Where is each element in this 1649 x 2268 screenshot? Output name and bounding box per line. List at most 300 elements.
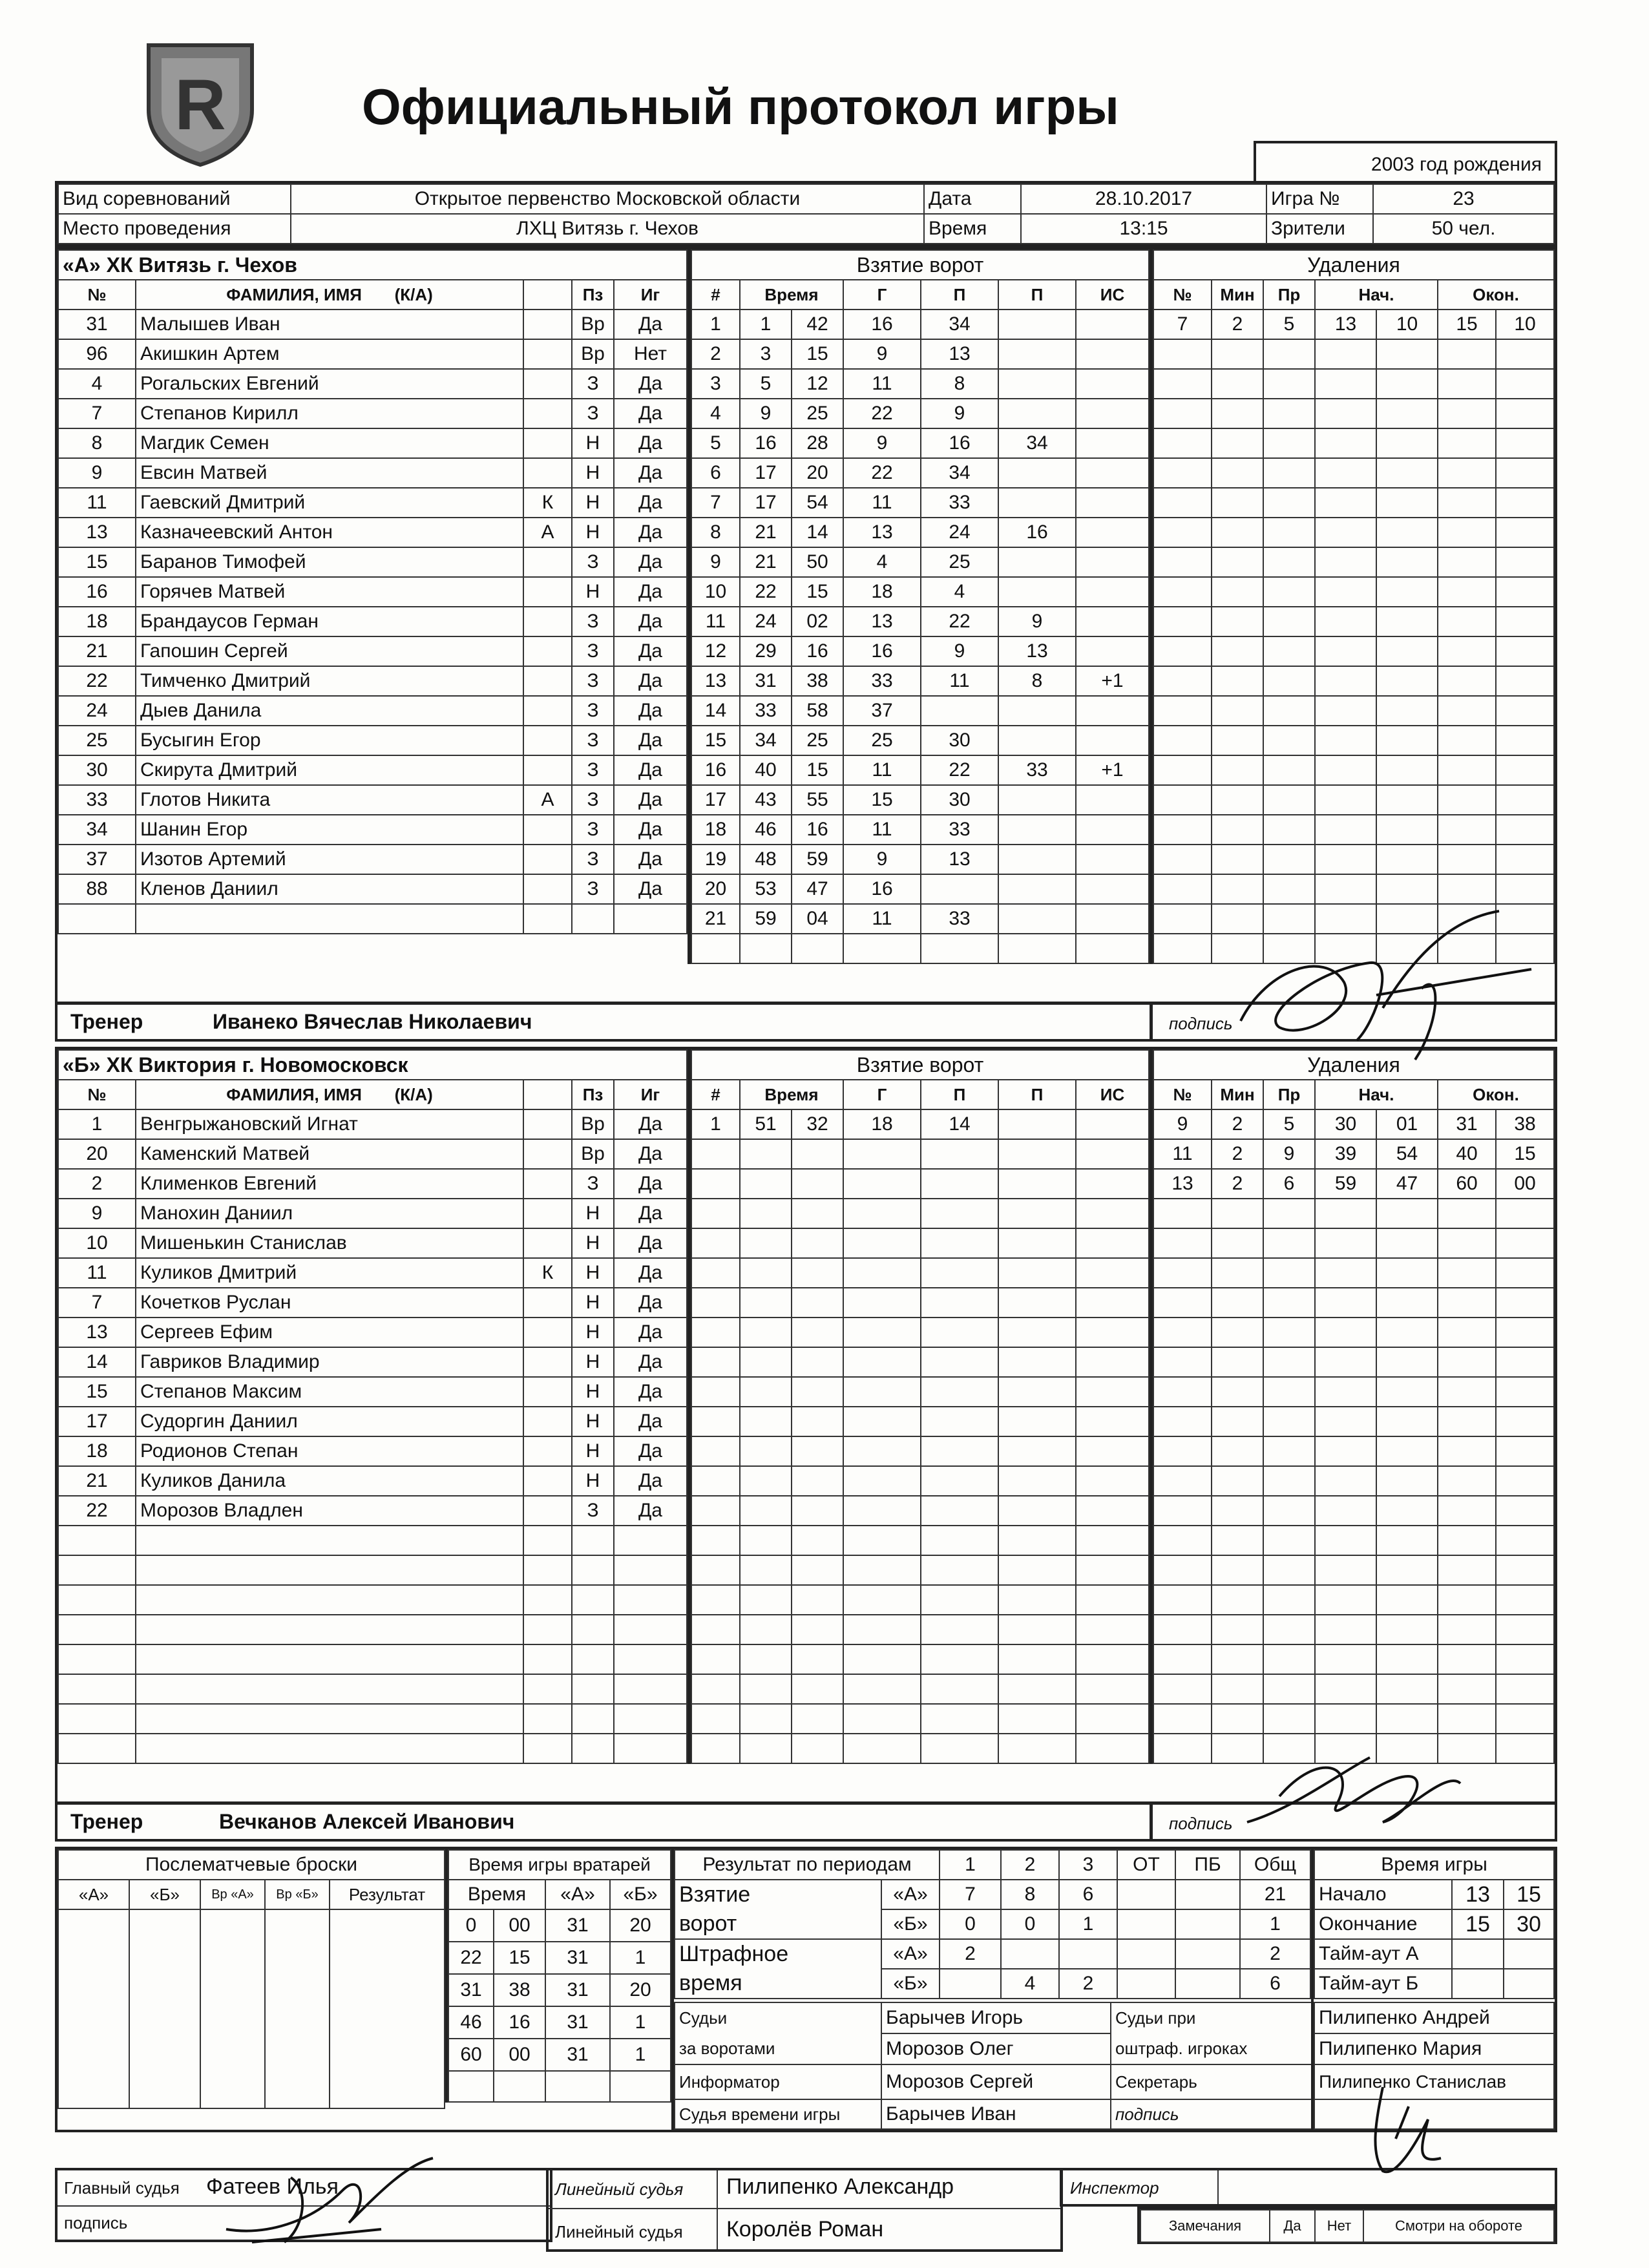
goal-assist-1: [921, 934, 998, 963]
goal-second: [792, 1199, 843, 1228]
penalty-start-sec: [1376, 577, 1438, 607]
penalty-end-min: 15: [1438, 310, 1496, 339]
goal-row: [691, 369, 1149, 399]
goal-assist-2: [998, 369, 1076, 399]
goal-assist-1: 4: [921, 577, 998, 607]
goal-second: 16: [792, 815, 843, 845]
col-goal-p1: П: [921, 1080, 998, 1109]
goal-number: [691, 1644, 740, 1674]
player-row: [58, 577, 687, 607]
goal-strength: [1076, 1644, 1149, 1674]
goal-strength: [1076, 1377, 1149, 1407]
player-role: [523, 904, 572, 934]
penalty-row: [1153, 1555, 1554, 1585]
player-role: [523, 1109, 572, 1139]
cell: [1452, 1939, 1504, 1969]
goalie-time-row: [448, 1974, 671, 2006]
goal-second: 38: [792, 666, 843, 696]
penalty-end-min: [1438, 607, 1496, 636]
player-number: 1: [58, 1109, 136, 1139]
goal-strength: [1076, 1585, 1149, 1615]
goal-scorer: 11: [843, 815, 921, 845]
player-number: 17: [58, 1407, 136, 1436]
player-position: З: [572, 636, 614, 666]
goalie-time-row: [448, 1942, 671, 1974]
cell: [1117, 1939, 1175, 1969]
goal-row: [691, 1109, 1149, 1139]
player-name: Родионов Степан: [136, 1436, 523, 1466]
player-name: Рогальских Евгений: [136, 369, 523, 399]
penalty-start-sec: [1376, 488, 1438, 518]
penalty-player: [1153, 874, 1212, 904]
penalty-end-sec: [1496, 785, 1554, 815]
penalty-end-sec: [1496, 1704, 1554, 1734]
goal-strength: [1076, 1496, 1149, 1526]
gk-minute: [448, 2071, 494, 2102]
spectators: 50 чел.: [1373, 214, 1554, 244]
goal-scorer: 9: [843, 845, 921, 874]
goal-scorer: 22: [843, 399, 921, 428]
col-goal-num: #: [691, 280, 740, 310]
goal-assist-1: 16: [921, 428, 998, 458]
goal-strength: [1076, 1704, 1149, 1734]
goal-scorer: 18: [843, 577, 921, 607]
player-row: [58, 547, 687, 577]
penalty-row: [1153, 339, 1554, 369]
end-hour: 15: [1452, 1909, 1504, 1939]
goal-assist-1: [921, 696, 998, 726]
goal-second: 02: [792, 607, 843, 636]
secretary: Пилипенко Станислав: [1314, 2064, 1554, 2099]
player-row: [58, 399, 687, 428]
player-role: [523, 428, 572, 458]
goal-scorer: [843, 1466, 921, 1496]
penalty-player: [1153, 1407, 1212, 1436]
goal-number: 21: [691, 904, 740, 934]
player-number: 96: [58, 339, 136, 369]
goal-second: 04: [792, 904, 843, 934]
goal-second: 15: [792, 577, 843, 607]
gk-minute: 46: [448, 2006, 494, 2039]
goal-assist-2: 16: [998, 518, 1076, 547]
player-played: Да: [614, 399, 687, 428]
player-name: [136, 1615, 523, 1644]
goal-number: 19: [691, 845, 740, 874]
penalty-start-sec: [1376, 1288, 1438, 1318]
goal-scorer: 13: [843, 607, 921, 636]
goal-strength: [1076, 1555, 1149, 1585]
remarks-label: Замечания: [1140, 2210, 1270, 2242]
penalty-start-sec: [1376, 399, 1438, 428]
goal-row: [691, 666, 1149, 696]
penalty-row: [1153, 399, 1554, 428]
goal-row: [691, 1228, 1149, 1258]
penalty-reason: 5: [1263, 310, 1315, 339]
player-number: 15: [58, 547, 136, 577]
player-role: [523, 874, 572, 904]
penalty-player: [1153, 1228, 1212, 1258]
goal-second: [792, 1139, 843, 1169]
goal-minute: [740, 1585, 792, 1615]
penalty-player: [1153, 934, 1212, 963]
penalty-row: [1153, 1318, 1554, 1347]
footer-remarks: [1137, 2207, 1557, 2244]
player-name: Сергеев Ефим: [136, 1318, 523, 1347]
penalty-reason: [1263, 666, 1315, 696]
goal-minute: 51: [740, 1109, 792, 1139]
gk-team-b: 1: [610, 2039, 671, 2071]
col-goal-time: Время: [740, 1080, 843, 1109]
goal-row: [691, 726, 1149, 755]
remarks-no[interactable]: Нет: [1315, 2210, 1363, 2242]
penalty-player: [1153, 369, 1212, 399]
goal-second: [792, 1347, 843, 1377]
penalty-end-min: [1438, 399, 1496, 428]
goal-scorer: [843, 1615, 921, 1644]
penalty-start-sec: [1376, 696, 1438, 726]
competition-label: Вид соревнований: [58, 184, 291, 214]
penalty-start-sec: [1376, 1347, 1438, 1377]
goal-row: [691, 547, 1149, 577]
penalty-end-sec: [1496, 607, 1554, 636]
penalty-end-sec: [1496, 1288, 1554, 1318]
player-name: Глотов Никита: [136, 785, 523, 815]
goal-strength: [1076, 310, 1149, 339]
penalty-player: [1153, 458, 1212, 488]
penalty-reason: [1263, 1347, 1315, 1377]
player-position: Н: [572, 518, 614, 547]
penalty-end-min: [1438, 1347, 1496, 1377]
col-name: ФАМИЛИЯ, ИМЯ: [226, 284, 362, 304]
player-played: Да: [614, 547, 687, 577]
player-name: Мишенькин Станислав: [136, 1228, 523, 1258]
goal-assist-1: 30: [921, 726, 998, 755]
player-row: [58, 1615, 687, 1644]
player-role: [523, 1288, 572, 1318]
signature-secretary: [1357, 2081, 1460, 2184]
penalty-player: [1153, 1644, 1212, 1674]
gk-col-time: Время: [448, 1880, 545, 1909]
penalty-reason: [1263, 726, 1315, 755]
player-number: 4: [58, 369, 136, 399]
goal-number: 1: [691, 1109, 740, 1139]
col-goal-is: ИС: [1076, 280, 1149, 310]
goal-scorer: [843, 934, 921, 963]
penalty-start-min: 13: [1315, 310, 1376, 339]
goal-row: [691, 488, 1149, 518]
player-name: Магдик Семен: [136, 428, 523, 458]
penalty-end-sec: 00: [1496, 1169, 1554, 1199]
goal-strength: [1076, 1139, 1149, 1169]
player-name: Кленов Даниил: [136, 874, 523, 904]
goal-scorer: [843, 1555, 921, 1585]
goal-row: [691, 458, 1149, 488]
penalty-player: [1153, 339, 1212, 369]
goal-assist-2: 13: [998, 636, 1076, 666]
goal-second: [792, 1615, 843, 1644]
penalty-minutes: [1212, 1466, 1263, 1496]
player-name: Манохин Даниил: [136, 1199, 523, 1228]
player-position: З: [572, 666, 614, 696]
goal-scorer: [843, 1585, 921, 1615]
penalty-reason: [1263, 1288, 1315, 1318]
penalty-end-min: 31: [1438, 1109, 1496, 1139]
goal-row: [691, 1644, 1149, 1674]
penalty-end-sec: [1496, 458, 1554, 488]
goal-strength: [1076, 607, 1149, 636]
footer-inspector: [1060, 2168, 1557, 2207]
col-pen-start: Нач.: [1315, 1080, 1438, 1109]
goal-minute: [740, 1674, 792, 1704]
penalty-start-min: [1315, 696, 1376, 726]
shootout-title: Послематчевые броски: [58, 1850, 445, 1880]
penalty-end-sec: [1496, 547, 1554, 577]
penalty-row: [1153, 1199, 1554, 1228]
cell: 7: [940, 1880, 1001, 1909]
col-pen-min: Мин: [1212, 280, 1263, 310]
goal-assist-2: [998, 1615, 1076, 1644]
col-goal-time: Время: [740, 280, 843, 310]
player-role: [523, 696, 572, 726]
player-row: [58, 1169, 687, 1199]
penalty-player: [1153, 428, 1212, 458]
player-role: [523, 458, 572, 488]
player-played: [614, 1555, 687, 1585]
player-row: [58, 1436, 687, 1466]
team-b-name: «Б» ХК Виктория г. Новомосковск: [58, 1050, 687, 1080]
goal-judges-label-1: Судьи: [675, 2002, 881, 2033]
cell: [1504, 1939, 1554, 1969]
penalty-row: [1153, 1347, 1554, 1377]
penalty-reason: [1263, 785, 1315, 815]
player-role: [523, 1674, 572, 1704]
team-a-penalties: [1150, 249, 1555, 964]
player-played: Нет: [614, 339, 687, 369]
player-position: З: [572, 845, 614, 874]
player-name: Изотов Артемий: [136, 845, 523, 874]
goal-second: [792, 1674, 843, 1704]
team-a-name: «А» ХК Витязь г. Чехов: [58, 250, 687, 280]
player-row: [58, 726, 687, 755]
player-row: [58, 1258, 687, 1288]
player-number: 13: [58, 1318, 136, 1347]
gk-minute: 22: [448, 1942, 494, 1974]
player-position: Н: [572, 1407, 614, 1436]
goal-number: [691, 1734, 740, 1763]
player-row: [58, 636, 687, 666]
gk-second: 38: [494, 1974, 545, 2006]
goal-minute: 1: [740, 310, 792, 339]
goal-scorer: 11: [843, 904, 921, 934]
penalty-row: [1153, 845, 1554, 874]
player-number: 34: [58, 815, 136, 845]
goal-scorer: [843, 1318, 921, 1347]
player-played: Да: [614, 1466, 687, 1496]
cell: [1452, 1969, 1504, 1999]
player-row: [58, 1496, 687, 1526]
penalty-start-min: [1315, 339, 1376, 369]
penalty-minutes: [1212, 815, 1263, 845]
player-row: [58, 845, 687, 874]
penalty-end-min: [1438, 1704, 1496, 1734]
goal-second: [792, 1169, 843, 1199]
goal-minute: 43: [740, 785, 792, 815]
col-pen-end: Окон.: [1438, 1080, 1554, 1109]
player-position: З: [572, 696, 614, 726]
penalty-start-sec: [1376, 1318, 1438, 1347]
goal-row: [691, 518, 1149, 547]
penbox-judges-label-1: Судьи при: [1111, 2002, 1314, 2033]
player-position: З: [572, 726, 614, 755]
penalty-minutes: [1212, 1526, 1263, 1555]
player-name: Гаевский Дмитрий: [136, 488, 523, 518]
goal-minute: 46: [740, 815, 792, 845]
penalty-start-sec: [1376, 726, 1438, 755]
goal-row: [691, 904, 1149, 934]
goal-assist-1: [921, 1585, 998, 1615]
player-played: Да: [614, 845, 687, 874]
team-a-signature-label: подпись: [1169, 1014, 1233, 1033]
col-pen-end: Окон.: [1438, 280, 1554, 310]
penalty-start-sec: [1376, 1644, 1438, 1674]
goal-scorer: 4: [843, 547, 921, 577]
penalty-end-min: [1438, 458, 1496, 488]
goal-strength: [1076, 369, 1149, 399]
penalty-row: [1153, 1436, 1554, 1466]
goal-assist-2: [998, 1466, 1076, 1496]
cell: [129, 1909, 200, 2108]
penalty-end-sec: [1496, 428, 1554, 458]
goal-minute: 59: [740, 904, 792, 934]
penalty-end-min: [1438, 755, 1496, 785]
penalty-player: [1153, 726, 1212, 755]
goal-assist-2: 8: [998, 666, 1076, 696]
penalty-reason: [1263, 1199, 1315, 1228]
goal-assist-2: [998, 458, 1076, 488]
period-col-total: Общ: [1240, 1850, 1310, 1880]
penalty-end-min: [1438, 518, 1496, 547]
svg-text:R: R: [174, 65, 226, 145]
player-number: 16: [58, 577, 136, 607]
player-name: Степанов Кирилл: [136, 399, 523, 428]
penalty-end-min: [1438, 1318, 1496, 1347]
goal-judge-a: Барычев Игорь: [881, 2002, 1111, 2033]
remarks-yes[interactable]: Да: [1270, 2210, 1315, 2242]
penalty-start-sec: [1376, 1526, 1438, 1555]
penalty-start-min: [1315, 785, 1376, 815]
goal-row: [691, 1139, 1149, 1169]
penalty-row: [1153, 666, 1554, 696]
player-row: [58, 755, 687, 785]
penalty-start-min: [1315, 1704, 1376, 1734]
goal-minute: 17: [740, 458, 792, 488]
goal-number: [691, 1258, 740, 1288]
penalty-player: [1153, 1288, 1212, 1318]
penalty-start-sec: [1376, 1377, 1438, 1407]
player-number: 25: [58, 726, 136, 755]
goal-minute: 34: [740, 726, 792, 755]
player-row: [58, 607, 687, 636]
goal-number: 16: [691, 755, 740, 785]
goal-strength: [1076, 696, 1149, 726]
player-row: [58, 815, 687, 845]
penalty-row: [1153, 1109, 1554, 1139]
goal-assist-1: [921, 1318, 998, 1347]
penalty-reason: [1263, 399, 1315, 428]
goal-second: 58: [792, 696, 843, 726]
goal-scorer: 9: [843, 339, 921, 369]
penalty-start-min: 39: [1315, 1139, 1376, 1169]
penalty-minutes: 2: [1212, 1109, 1263, 1139]
penalty-minutes: [1212, 696, 1263, 726]
penalty-end-sec: [1496, 518, 1554, 547]
goal-assist-2: [998, 874, 1076, 904]
goal-number: [691, 1585, 740, 1615]
penalty-player: [1153, 1466, 1212, 1496]
penalty-minutes: [1212, 785, 1263, 815]
player-played: Да: [614, 1496, 687, 1526]
linesman-label-1: Линейный судья: [555, 2179, 684, 2199]
player-name: [136, 1674, 523, 1704]
player-name: Брандаусов Герман: [136, 607, 523, 636]
timekeeper-signature-label: подпись: [1111, 2099, 1314, 2129]
cell: [1059, 1939, 1117, 1969]
competition: Открытое первенство Московской области: [291, 184, 924, 214]
goal-row: [691, 1199, 1149, 1228]
player-role: К: [523, 488, 572, 518]
penalty-end-min: [1438, 845, 1496, 874]
goal-scorer: [843, 1377, 921, 1407]
player-played: Да: [614, 1169, 687, 1199]
penalty-start-sec: 54: [1376, 1139, 1438, 1169]
signature-referee: [213, 2152, 446, 2255]
player-played: Да: [614, 1436, 687, 1466]
player-number: [58, 1526, 136, 1555]
penalty-row: [1153, 815, 1554, 845]
penalty-end-sec: [1496, 1258, 1554, 1288]
penalty-minutes: [1212, 1585, 1263, 1615]
penalty-minutes: [1212, 1644, 1263, 1674]
goal-number: 1: [691, 310, 740, 339]
goal-assist-2: [998, 1436, 1076, 1466]
penalty-minutes: [1212, 339, 1263, 369]
goal-second: 16: [792, 636, 843, 666]
cell: 0: [1001, 1909, 1059, 1939]
penalty-start-sec: 10: [1376, 310, 1438, 339]
player-played: Да: [614, 874, 687, 904]
goal-second: [792, 934, 843, 963]
player-number: 30: [58, 755, 136, 785]
goal-minute: [740, 1258, 792, 1288]
player-role: [523, 1496, 572, 1526]
penalty-start-sec: [1376, 1674, 1438, 1704]
goal-assist-1: [921, 1615, 998, 1644]
cell: 6: [1059, 1880, 1117, 1909]
player-played: Да: [614, 1228, 687, 1258]
penalty-row: [1153, 636, 1554, 666]
footer-linesmen: [546, 2168, 1063, 2252]
goal-row: [691, 1585, 1149, 1615]
player-row: [58, 1704, 687, 1734]
penalty-reason: [1263, 607, 1315, 636]
goal-second: [792, 1734, 843, 1763]
goal-minute: [740, 1615, 792, 1644]
penalty-end-min: [1438, 1436, 1496, 1466]
penalty-start-min: [1315, 1526, 1376, 1555]
penalty-start-sec: [1376, 369, 1438, 399]
penalty-reason: [1263, 1496, 1315, 1526]
penalty-start-min: [1315, 458, 1376, 488]
